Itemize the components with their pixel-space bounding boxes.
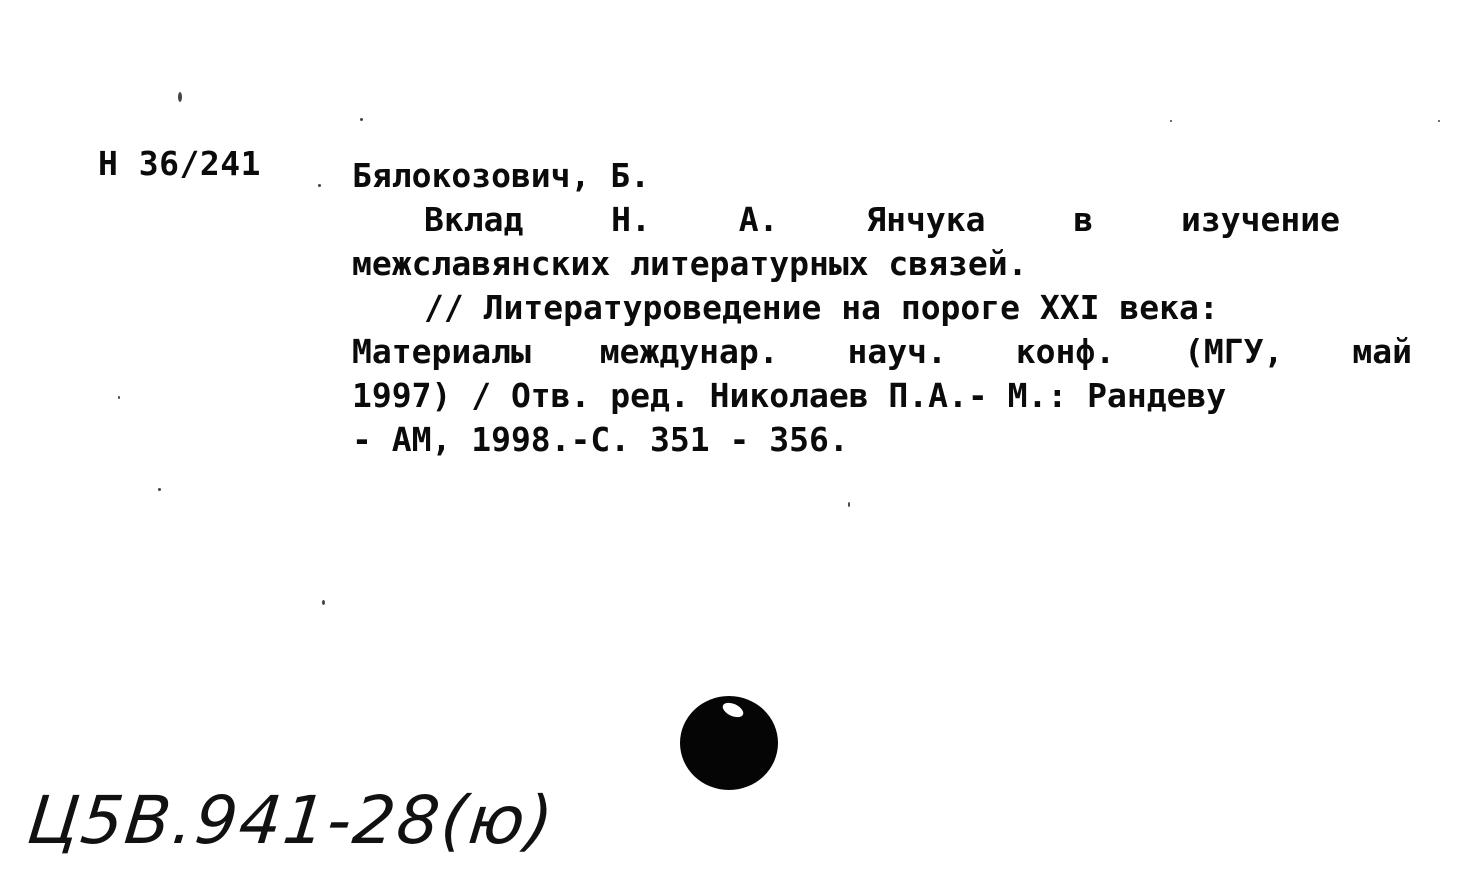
punch-hole — [680, 696, 778, 790]
title-word: А. — [738, 200, 779, 239]
shelf-mark: Н 36/241 — [98, 144, 261, 183]
scan-speck — [318, 184, 321, 187]
title-word: в — [1073, 200, 1094, 239]
classification-code: Ц5В.941-28(ю) — [23, 782, 559, 859]
bibliographic-entry — [352, 154, 1412, 462]
author-line: Бялокозович, Б. — [352, 156, 651, 195]
source-line-2 — [352, 330, 1412, 374]
scan-speck — [158, 488, 161, 491]
scan-speck — [1170, 120, 1172, 122]
scan-speck — [1438, 120, 1440, 122]
title-line — [352, 198, 1412, 242]
scan-speck — [118, 396, 120, 399]
scan-speck — [178, 92, 182, 102]
title-word: Н. — [611, 200, 651, 239]
source-word: Материалы — [352, 332, 531, 371]
source-word: (МГУ, — [1184, 332, 1284, 371]
scan-speck — [848, 502, 850, 507]
source-word: междунар. — [599, 332, 779, 371]
scan-speck — [360, 118, 363, 121]
source-line-4: - АМ, 1998.-С. 351 - 356. — [352, 420, 849, 459]
scan-speck — [322, 600, 325, 605]
source-word: май — [1352, 332, 1412, 371]
source-word: науч. — [847, 332, 947, 371]
source-line-3: 1997) / Отв. ред. Николаев П.А.- М.: Рандеву — [352, 376, 1227, 415]
source-line-1: // Литературоведение на пороге XXI века: — [424, 288, 1219, 327]
title-word: Янчука — [866, 200, 986, 239]
title-word: изучение — [1181, 200, 1340, 239]
source-word: конф. — [1015, 332, 1116, 371]
title-word: Вклад — [424, 200, 524, 239]
title-continuation: межславянских литературных связей. — [352, 244, 1028, 283]
